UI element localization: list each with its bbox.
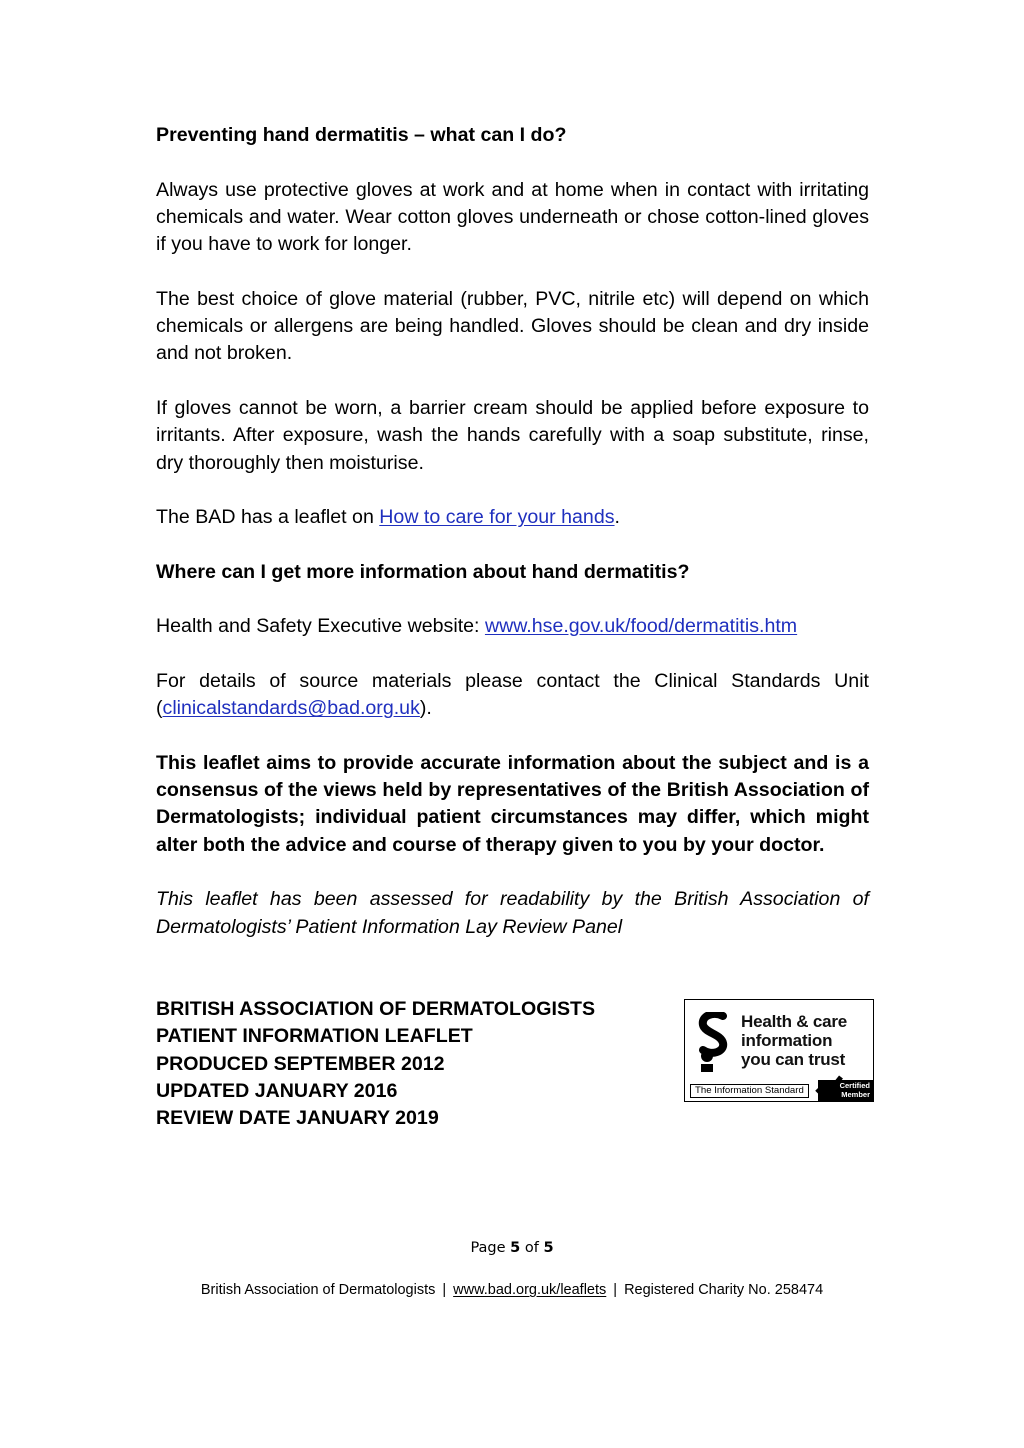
badge-tagline <box>741 1012 847 1069</box>
info-review-date: REVIEW DATE JANUARY 2019 <box>156 1107 439 1130</box>
leaflet-prefix-text: The BAD has a leaflet on <box>156 506 380 529</box>
badge-cert-line-1: Certified <box>839 1081 870 1090</box>
section-heading-preventing: Preventing hand dermatitis – what can I do? <box>156 124 567 146</box>
paragraph-barrier-cream: If gloves cannot be worn, a barrier cream should be applied before exposure to irritants. After exposure, wash the hands carefully with a soap substitute, rinse, dry thoroughly then moisturise. <box>156 396 869 474</box>
paragraph-gloves: Always use protective gloves at work and at home when in contact with irritating chemicals and water. Wear cotton gloves underneath or chose cotton-lined gloves if you have to work for longer. <box>156 178 869 256</box>
badge-line-3: you can trust <box>741 1050 846 1069</box>
contact-suffix-text: ). <box>419 697 432 720</box>
main-content <box>156 122 869 941</box>
footer-separator-2: | <box>613 1282 618 1298</box>
badge-cert-line-2: Member <box>841 1089 870 1099</box>
paragraph-glove-material: The best choice of glove material (rubber, PVC, nitrile etc) will depend on which chemicals or allergens are being handled. Gloves should be clean and dry inside and not broken. <box>156 287 869 365</box>
badge-line-2: information <box>741 1031 833 1050</box>
clinical-standards-email-link[interactable]: clinicalstandards@bad.org.uk <box>162 697 420 720</box>
information-standard-logo-icon <box>697 1012 731 1074</box>
page-footer <box>0 1280 1024 1300</box>
leaflet-suffix-text: . <box>614 506 620 529</box>
badge-standard-label: The Information Standard <box>690 1084 809 1098</box>
footer-charity-number: Registered Charity No. 258474 <box>624 1282 824 1298</box>
checkmark-icon <box>815 1075 843 1101</box>
info-org-name: BRITISH ASSOCIATION OF DERMATOLOGISTS <box>156 998 596 1020</box>
footer-separator-1: | <box>442 1282 447 1298</box>
info-updated-date: UPDATED JANUARY 2016 <box>156 1079 398 1102</box>
badge-line-1: Health & care <box>741 1012 848 1031</box>
contact-prefix-text: For details of source materials please contact the Clinical Standards Unit ( <box>156 669 869 720</box>
page-number-total: 5 <box>543 1240 554 1256</box>
paragraph-contact <box>156 668 869 723</box>
section-heading-more-info: Where can I get more information about hand dermatitis? <box>156 560 690 583</box>
footer-org-name: British Association of Dermatologists <box>200 1282 436 1298</box>
paragraph-hse <box>156 613 869 640</box>
information-standard-badge <box>684 999 874 1102</box>
readability-note: This leaflet has been assessed for readability by the British Association of Dermatologists’ Patient Information Lay Review Panel <box>156 888 869 938</box>
page-number-current: 5 <box>510 1240 521 1256</box>
footer-leaflets-link[interactable]: www.bad.org.uk/leaflets <box>453 1282 607 1298</box>
hse-prefix-text: Health and Safety Executive website: <box>156 615 485 638</box>
paragraph-leaflet-reference <box>156 504 869 531</box>
page-number <box>0 1238 1024 1258</box>
badge-footer <box>685 1080 873 1101</box>
page-number-prefix: Page <box>470 1240 511 1256</box>
leaflet-info-block <box>156 996 676 1132</box>
info-leaflet-type: PATIENT INFORMATION LEAFLET <box>156 1025 473 1048</box>
hse-website-link[interactable]: www.hse.gov.uk/food/dermatitis.htm <box>484 615 798 638</box>
care-for-hands-link[interactable]: How to care for your hands <box>379 506 615 529</box>
disclaimer-text: This leaflet aims to provide accurate information about the subject and is a consensus of the views held by representatives of the British Association of Dermatologists; individual patient circumstances may differ, which might alter both the advice and course of therapy given to you by your doctor. <box>156 751 869 856</box>
info-produced-date: PRODUCED SEPTEMBER 2012 <box>156 1052 445 1075</box>
page-number-middle: of <box>520 1240 544 1256</box>
